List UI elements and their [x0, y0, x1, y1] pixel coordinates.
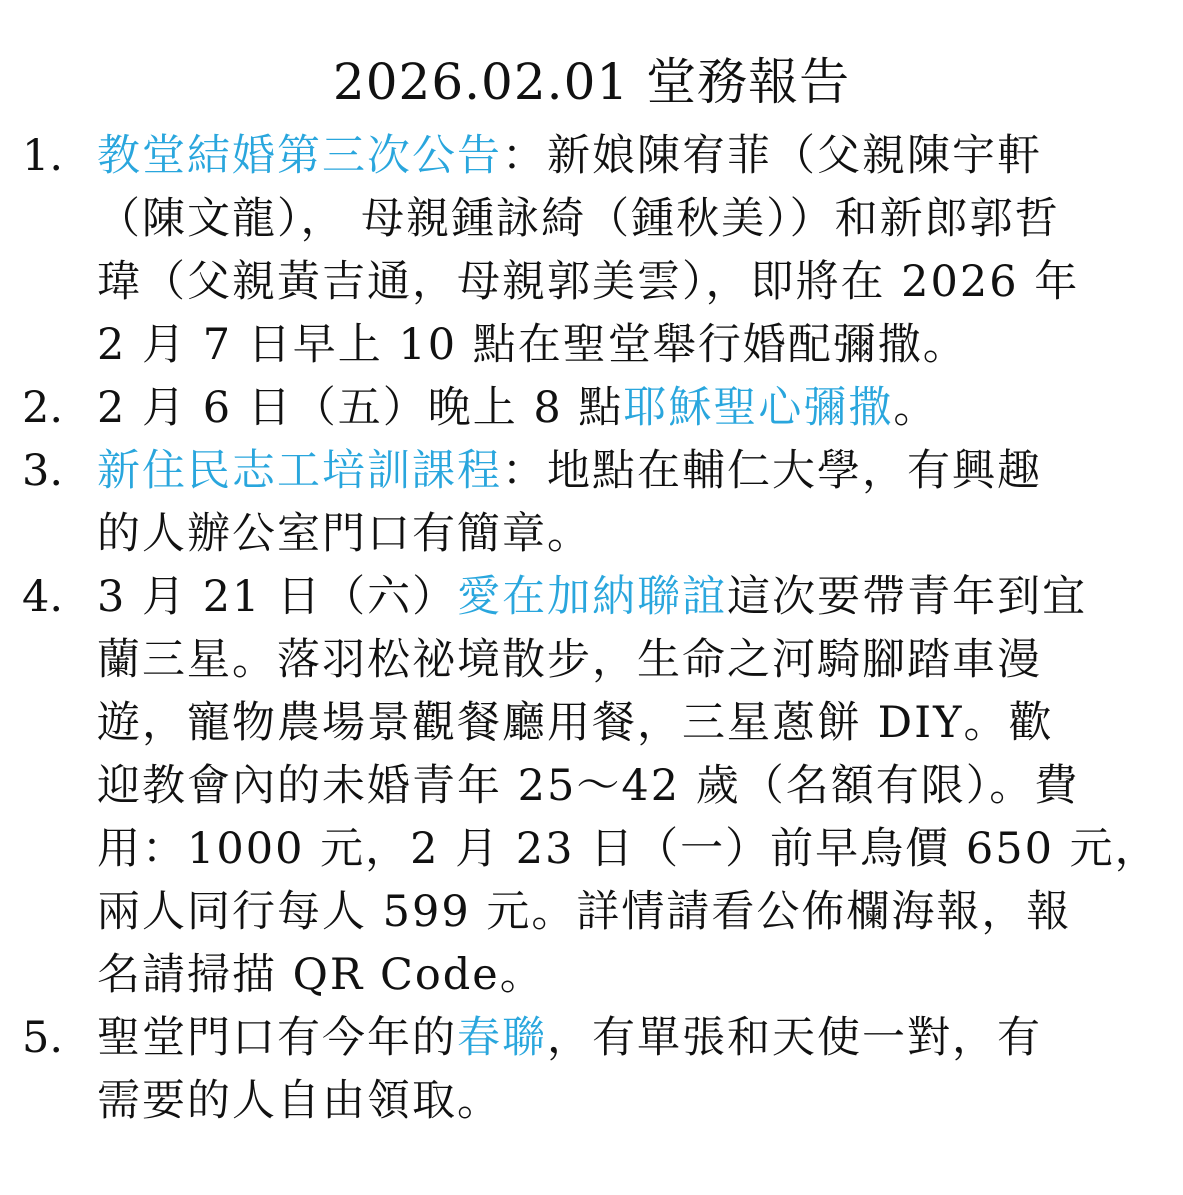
announcement-item — [22, 440, 1172, 566]
item-text: 聖堂門口有今年的 — [97, 1013, 457, 1063]
item-text: 2 月 7 日早上 10 點在聖堂舉行婚配彌撒。 — [97, 320, 968, 370]
item-number: 5. — [22, 1013, 64, 1063]
item-text: 名請掃描 QR Code。 — [97, 950, 545, 1000]
item-text: 蘭三星。落羽松祕境散步，生命之河騎腳踏車漫 — [97, 635, 1042, 685]
item-text-line — [97, 1007, 1042, 1070]
item-text: ，有單張和天使一對，有 — [547, 1013, 1042, 1063]
item-text-line — [97, 314, 968, 377]
item-text-line — [97, 629, 1042, 692]
item-text: 迎教會內的未婚青年 25～42 歲（名額有限）。費 — [97, 761, 1080, 811]
item-text-line — [97, 818, 1160, 881]
highlighted-topic: 教堂結婚第三次公告 — [97, 131, 502, 181]
item-text: 2 月 6 日（五）晚上 8 點 — [97, 383, 624, 433]
announcement-item — [22, 1007, 1172, 1133]
highlighted-topic: 春聯 — [457, 1013, 547, 1063]
announcement-item — [22, 566, 1172, 1007]
page-title: 2026.02.01 堂務報告 — [332, 53, 851, 111]
item-text-line — [97, 188, 1060, 251]
item-text: 這次要帶青年到宜 — [727, 572, 1088, 622]
item-number: 4. — [22, 572, 64, 622]
item-text: 兩人同行每人 599 元。詳情請看公佈欄海報，報 — [97, 887, 1072, 937]
announcement-item — [22, 377, 1172, 440]
item-number: 1. — [22, 131, 64, 181]
item-text: 。 — [893, 383, 939, 433]
highlighted-topic: 新住民志工培訓課程 — [97, 446, 502, 496]
item-text-line — [97, 692, 1054, 755]
highlighted-topic: 耶穌聖心彌撒 — [623, 383, 894, 433]
item-text-line — [97, 440, 1042, 503]
item-text: 的人辦公室門口有簡章。 — [97, 509, 592, 559]
item-text-line — [97, 944, 545, 1007]
item-text-line — [97, 566, 1087, 629]
item-text-line — [97, 251, 1079, 314]
item-text-line — [97, 125, 1042, 188]
item-text-line — [97, 377, 938, 440]
item-text: 遊，寵物農場景觀餐廳用餐，三星蔥餅 DIY。歡 — [97, 698, 1054, 748]
item-text-line — [97, 1070, 502, 1133]
item-text: （陳文龍）， 母親鍾詠綺（鍾秋美））和新郎郭哲 — [97, 194, 1060, 244]
highlighted-topic: 愛在加納聯誼 — [457, 572, 728, 622]
item-text-line — [97, 755, 1079, 818]
item-text: ：新娘陳宥菲（父親陳宇軒 — [502, 131, 1042, 181]
item-text: 用：1000 元，2 月 23 日（一）前早鳥價 650 元， — [97, 824, 1160, 874]
item-number: 2. — [22, 383, 64, 433]
item-text: 3 月 21 日（六） — [97, 572, 458, 622]
item-text-line — [97, 881, 1071, 944]
item-text: ：地點在輔仁大學，有興趣 — [502, 446, 1042, 496]
item-text: 需要的人自由領取。 — [97, 1076, 502, 1126]
item-text-line — [97, 503, 592, 566]
item-number: 3. — [22, 446, 64, 496]
item-text: 瑋（父親黃吉通，母親郭美雲），即將在 2026 年 — [97, 257, 1080, 307]
announcement-item — [22, 125, 1172, 377]
